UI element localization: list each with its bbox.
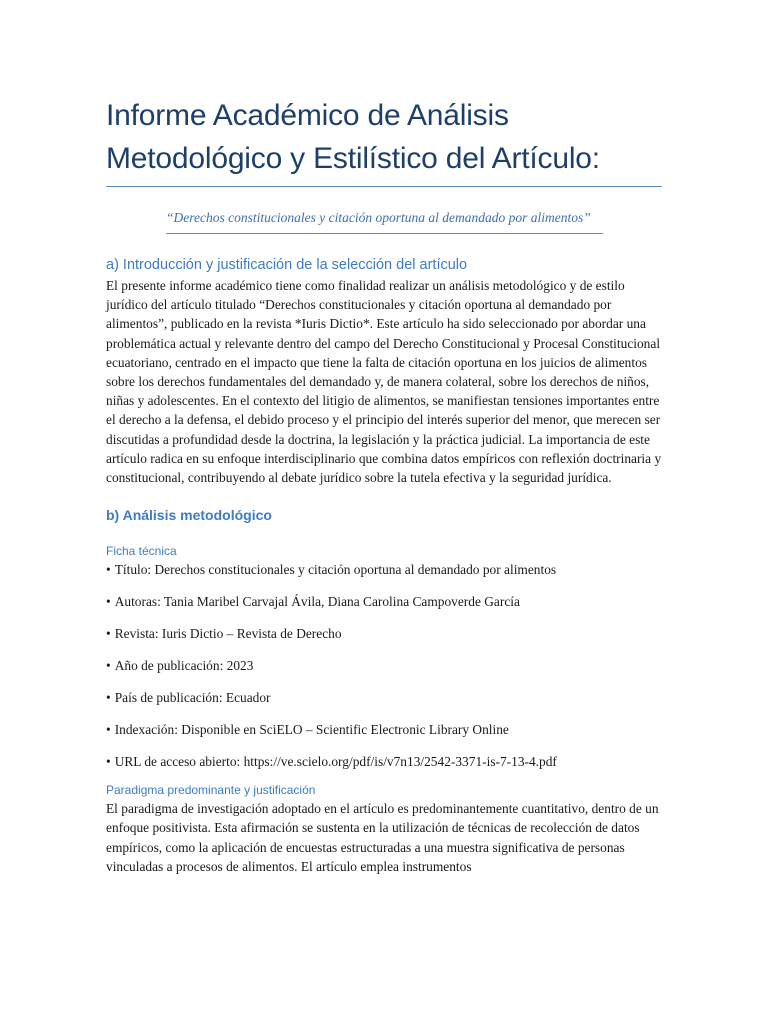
ficha-tecnica-heading: Ficha técnica [106,544,177,559]
bullet-icon: • [106,658,111,674]
bullet-icon: • [106,594,111,610]
list-item-text: País de publicación: Ecuador [114,690,271,706]
list-item [106,688,662,707]
list-item [106,624,662,643]
list-item-text: URL de acceso abierto: https://ve.scielo.org/pdf/is/v7n13/2542-3371-is-7-13-4.pdf [114,754,557,770]
list-item [106,592,662,611]
list-item-text: Autoras: Tania Maribel Carvajal Ávila, Diana Carolina Campoverde García [114,594,520,610]
list-item-text: Indexación: Disponible en SciELO – Scientific Electronic Library Online [114,722,509,738]
document-title: Informe Académico de Análisis Metodológico y Estilístico del Artículo: [106,99,600,175]
bullet-icon: • [106,754,111,770]
bullet-icon: • [106,626,111,642]
article-title-quote: “Derechos constitucionales y citación oportuna al demandado por alimentos” [166,210,591,225]
list-item [106,752,662,771]
quote-underline [166,233,603,234]
list-item-text: Título: Derechos constitucionales y citación oportuna al demandado por alimentos [114,562,557,578]
list-item [106,560,662,579]
list-item-text: Revista: Iuris Dictio – Revista de Derecho [114,626,342,642]
list-item [106,720,662,739]
list-item-text: Año de publicación: 2023 [114,658,254,674]
list-item [106,656,662,675]
ficha-tecnica-list [106,560,662,771]
section-a-paragraph: El presente informe académico tiene como finalidad realizar un análisis metodológico y de estilo jurídico del artículo titulado “Derechos constitucionales y citación oportuna al demandado por alimentos”, publicado en la revista *Iuris Dictio*. Este artículo ha sido seleccionado por abordar una problemática actual y relevante dentro del campo del Derecho Constitucional y Procesal Constitucional ecuatoriano, centrado en el impacto que tiene la falta de citación oportuna en los juicios de alimentos sobre los derechos fundamentales del demandado y, de manera colateral, sobre los derechos de niños, niñas y adolescentes. En el contexto del litigio de alimentos, se manifiestan tensiones importantes entre el derecho a la defensa, el debido proceso y el principio del interés superior del menor, que merecen ser discutidas a profundidad desde la doctrina, la legislación y la práctica judicial. La importancia de este artículo radica en su enfoque interdisciplinario que combina datos empíricos con reflexión doctrinaria y constitucional, contribuyendo al debate jurídico sobre la tutela efectiva y la seguridad jurídica. [106,278,662,486]
section-b-heading: b) Análisis metodológico [106,507,272,524]
bullet-icon: • [106,562,111,578]
title-underline [106,186,662,187]
paradigma-heading: Paradigma predominante y justificación [106,783,316,798]
document-page [106,0,662,876]
section-a-heading: a) Introducción y justificación de la selección del artículo [106,257,468,273]
bullet-icon: • [106,690,111,706]
paradigma-paragraph: El paradigma de investigación adoptado en el artículo es predominantemente cuantitativo, dentro de un enfoque positivista. Esta afirmación se sustenta en la utilización de técnicas de recolección de datos empíricos, como la aplicación de encuestas estructuradas a una muestra significativa de personas vinculadas a procesos de alimentos. El artículo emplea instrumentos [106,801,659,874]
bullet-icon: • [106,722,111,738]
